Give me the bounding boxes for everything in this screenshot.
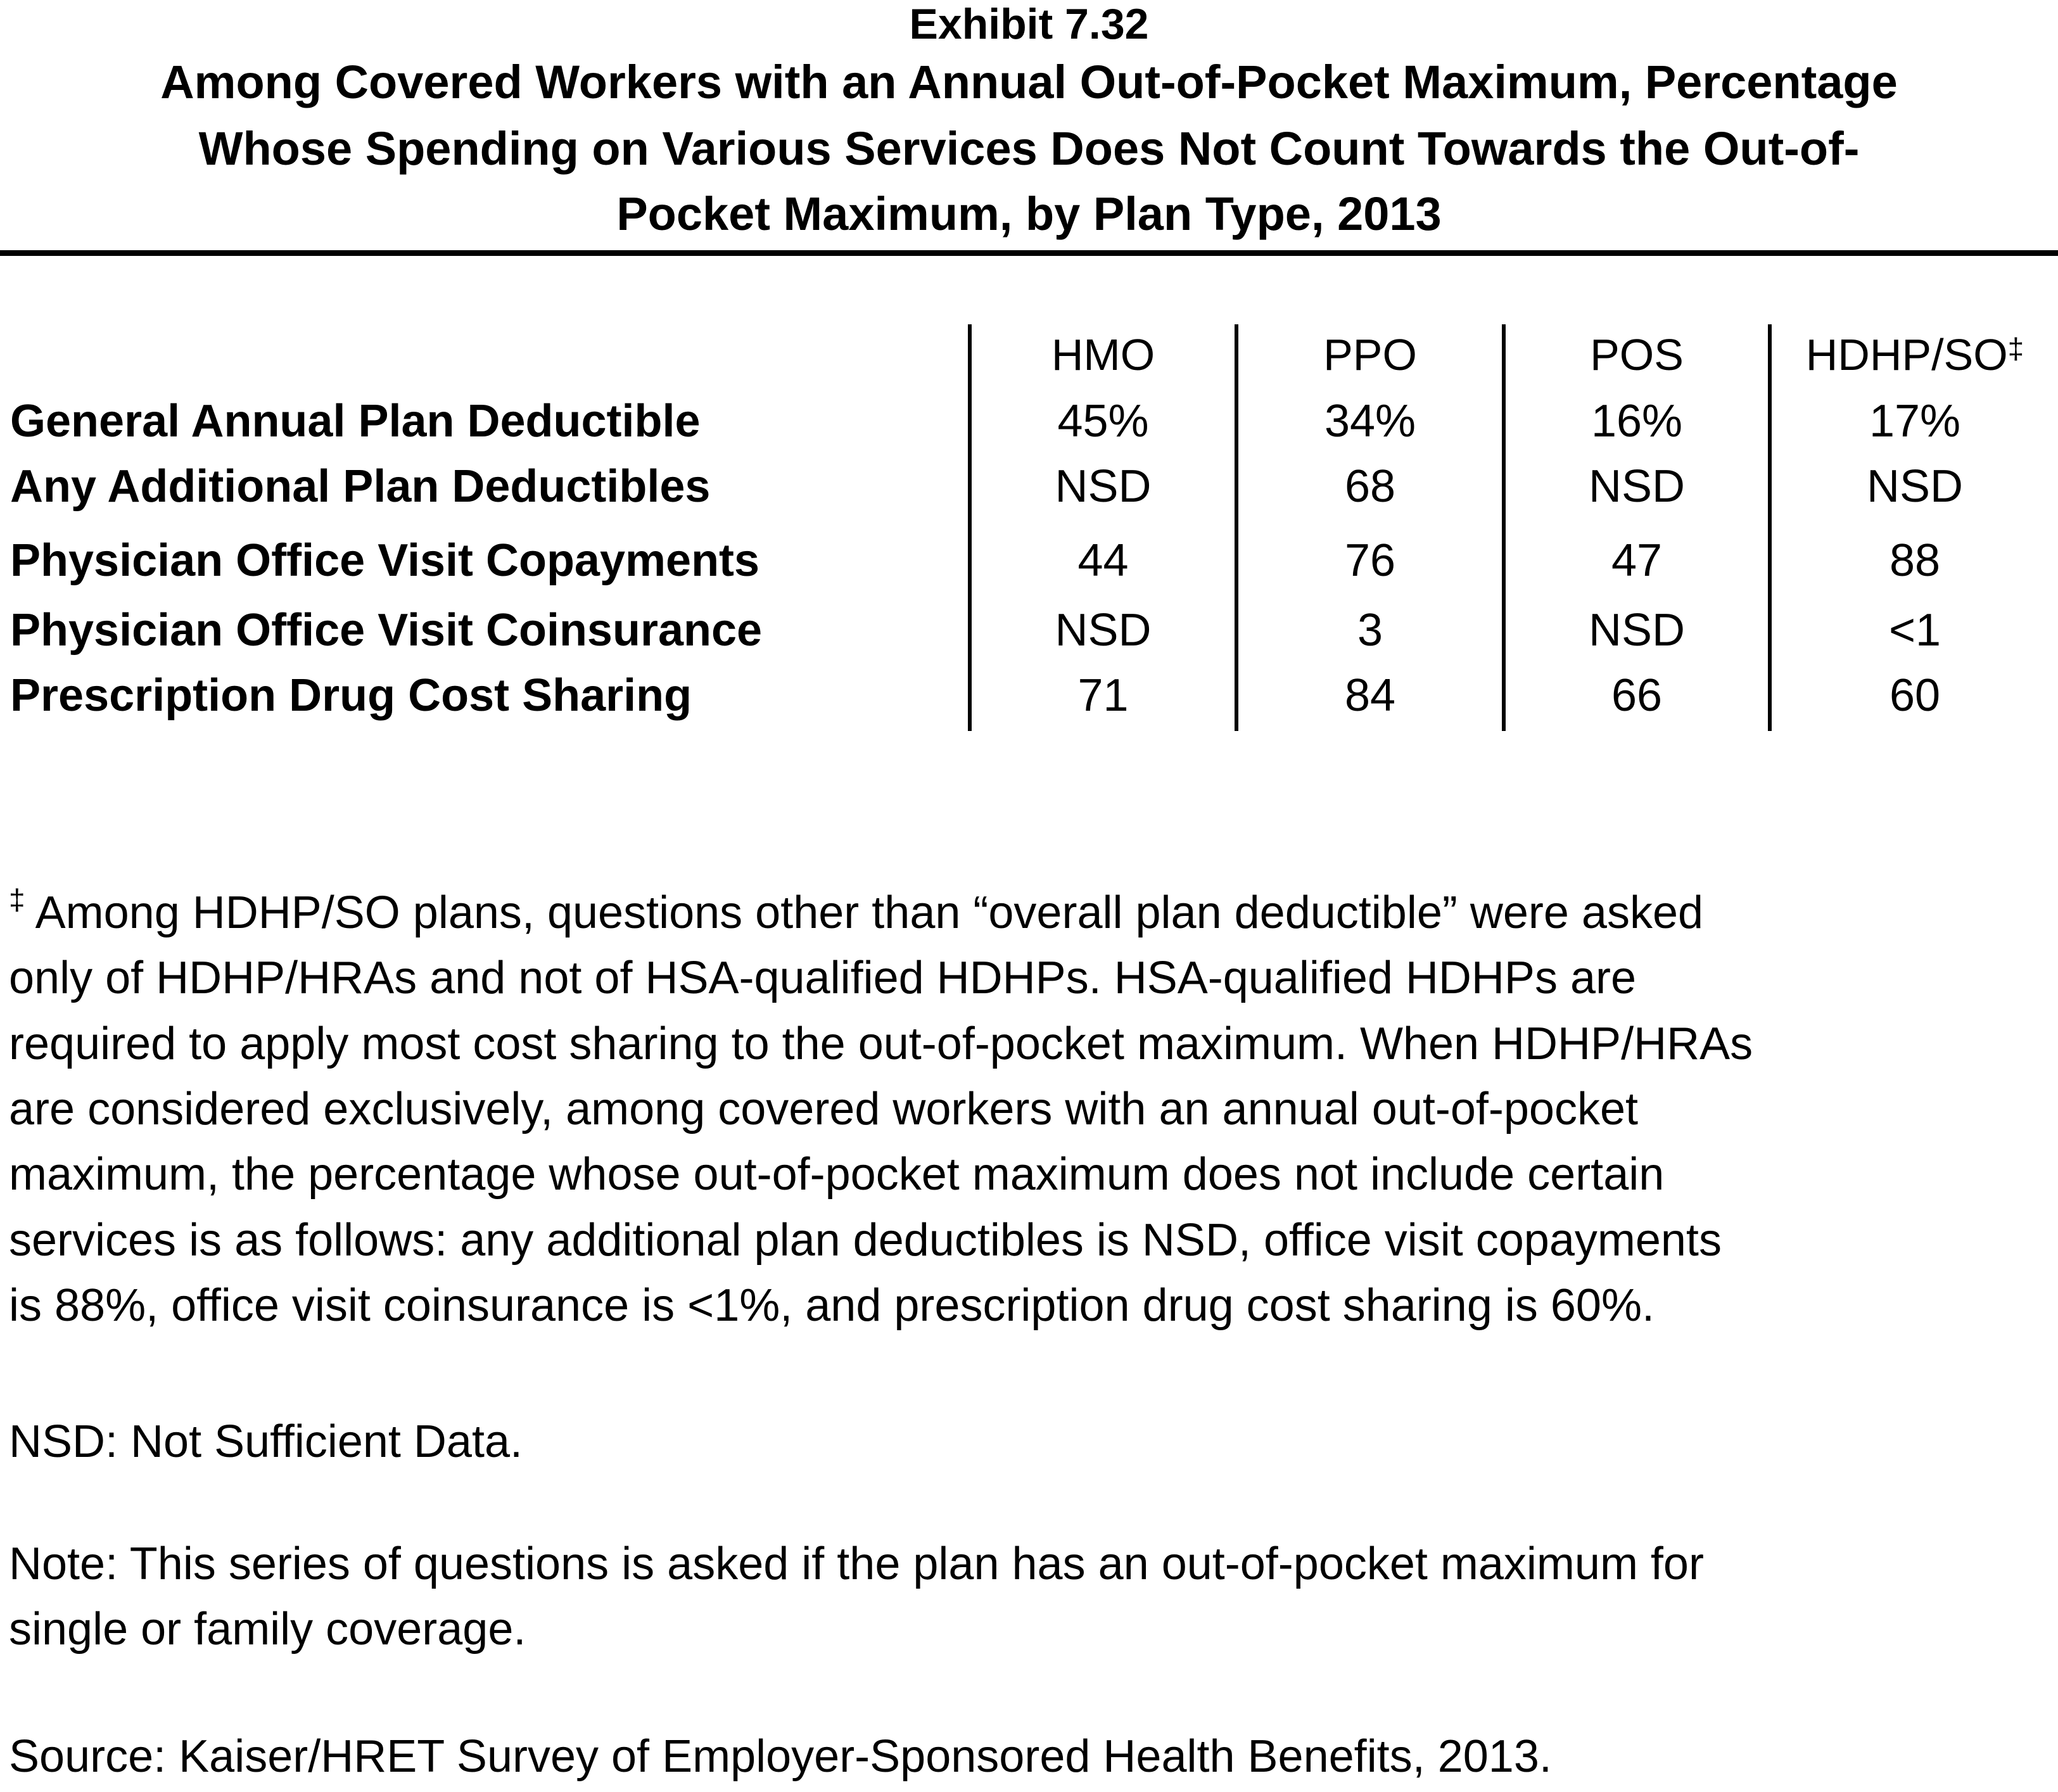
table-cell: 3 (1357, 605, 1383, 656)
column-header-pos: POS (1590, 330, 1684, 379)
table-cell: 60 (1889, 670, 1941, 721)
note-line: single or family coverage. (9, 1604, 526, 1655)
table-cell: 34% (1324, 396, 1416, 447)
dagger-footnote-line: is 88%, office visit coinsurance is <1%, and prescription drug cost sharing is 60%. (9, 1280, 1655, 1331)
table-cell: 16% (1591, 396, 1683, 447)
exhibit-title-line-3: Pocket Maximum, by Plan Type, 2013 (616, 187, 1442, 240)
table-cell: 88 (1889, 535, 1941, 586)
column-header-hmo: HMO (1051, 330, 1155, 379)
dagger-marker: ‡ (9, 883, 25, 916)
dagger-marker: ‡ (2007, 332, 2024, 365)
nsd-note: NSD: Not Sufficient Data. (9, 1416, 523, 1467)
dagger-footnote-line: required to apply most cost sharing to the out-of-pocket maximum. When HDHP/HRAs (9, 1019, 1753, 1069)
dagger-footnote-line: services is as follows: any additional plan deductibles is NSD, office visit copayments (9, 1215, 1722, 1266)
source-note: Source: Kaiser/HRET Survey of Employer-Sponsored Health Benefits, 2013. (9, 1731, 1552, 1782)
row-label: General Annual Plan Deductible (10, 396, 701, 447)
table-cell: 17% (1869, 396, 1961, 447)
exhibit-title-line-2: Whose Spending on Various Services Does Not Count Towards the Out-of- (198, 122, 1860, 175)
table-cell: 76 (1344, 535, 1396, 586)
table-cell: 84 (1344, 670, 1396, 721)
dagger-footnote-line: maximum, the percentage whose out-of-pocket maximum does not include certain (9, 1149, 1665, 1200)
exhibit-title-line-1: Among Covered Workers with an Annual Out-of-Pocket Maximum, Percentage (160, 56, 1898, 108)
table-cell: 71 (1077, 670, 1129, 721)
table-cell: NSD (1588, 605, 1685, 656)
table-cell: 68 (1344, 461, 1396, 512)
exhibit-number: Exhibit 7.32 (909, 0, 1149, 48)
table-cell: 66 (1611, 670, 1663, 721)
table-cell: 47 (1611, 535, 1663, 586)
dagger-footnote-line: only of HDHP/HRAs and not of HSA-qualified HDHPs. HSA-qualified HDHPs are (9, 953, 1637, 1003)
table-cell: <1 (1888, 605, 1941, 656)
dagger-footnote-line: are considered exclusively, among covered workers with an annual out-of-pocket (9, 1084, 1638, 1134)
table-cell: NSD (1866, 461, 1963, 512)
column-header-label: HDHP/SO (1805, 330, 2008, 379)
note-line: Note: This series of questions is asked if the plan has an out-of-pocket maximum for (9, 1539, 1704, 1589)
row-label: Physician Office Visit Copayments (10, 535, 760, 586)
table-cell: NSD (1055, 605, 1152, 656)
dagger-footnote-line (9, 880, 2052, 946)
footnote-text: Among HDHP/SO plans, questions other than “overall plan deductible” were asked (25, 887, 1704, 938)
column-header-ppo: PPO (1323, 330, 1417, 379)
table-cell: 44 (1077, 535, 1129, 586)
column-header-hdhp-so (1772, 329, 2058, 380)
row-label: Physician Office Visit Coinsurance (10, 605, 763, 656)
table-cell: NSD (1588, 461, 1685, 512)
row-label: Any Additional Plan Deductibles (10, 461, 711, 512)
table-cell: NSD (1055, 461, 1152, 512)
row-label: Prescription Drug Cost Sharing (10, 670, 692, 721)
title-divider (0, 250, 2058, 256)
table-cell: 45% (1057, 396, 1149, 447)
